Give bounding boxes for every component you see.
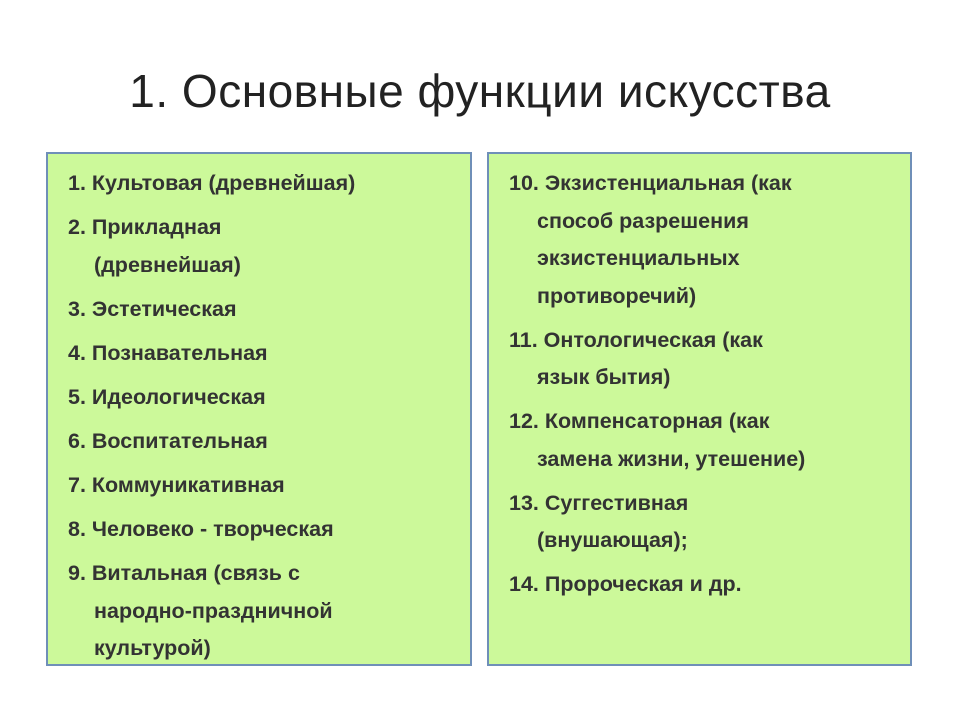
item-line: 2. Прикладная [68,215,222,240]
item-line: 11. Онтологическая (как [509,327,763,352]
item-line-continued: замена жизни, утешение) [537,446,806,471]
item-line-continued: способ разрешения [537,208,749,233]
list-item [68,379,458,417]
item-line-continued: экзистенциальных [537,246,740,270]
list-item [68,291,458,329]
item-line: 13. Суггестивная [509,490,689,515]
item-line: 5. Идеологическая [68,384,266,409]
list-item [68,335,458,373]
list-item [509,566,898,604]
item-line: 9. Витальная (связь с [68,561,300,586]
list-item [68,467,458,505]
list-item [509,322,898,397]
list-item [68,511,458,549]
list-item [509,165,898,315]
list-item [509,403,898,478]
item-line: 6. Воспитательная [68,428,268,453]
item-line-continued: (внушающая); [537,528,688,553]
list-item [68,165,458,203]
item-line: 3. Эстетическая [68,296,237,321]
item-line: 14. Пророческая и др. [509,572,742,597]
item-line: 7. Коммуникативная [68,473,285,498]
list-item [68,209,458,284]
functions-list-right [509,165,898,610]
item-line: 8. Человеко - творческая [68,517,334,542]
item-line-continued: язык бытия) [537,365,671,390]
functions-box-left [46,152,472,666]
list-item [68,423,458,461]
item-line-continued: (древнейшая) [94,252,241,277]
list-item [68,555,458,668]
functions-box-right [487,152,912,666]
item-line: 12. Компенсаторная (как [509,409,770,434]
item-line: 1. Культовая (древнейшая) [68,171,356,195]
item-line-continued: противоречий) [537,283,697,308]
item-line-continued: культурой) [94,636,211,661]
functions-list-left [68,165,458,674]
item-line: 4. Познавательная [68,340,268,365]
slide-title: 1. Основные функции искусства [129,65,831,117]
item-line-continued: народно-праздничной [94,598,333,623]
item-line: 10. Экзистенциальная (как [509,171,792,195]
list-item [509,485,898,560]
